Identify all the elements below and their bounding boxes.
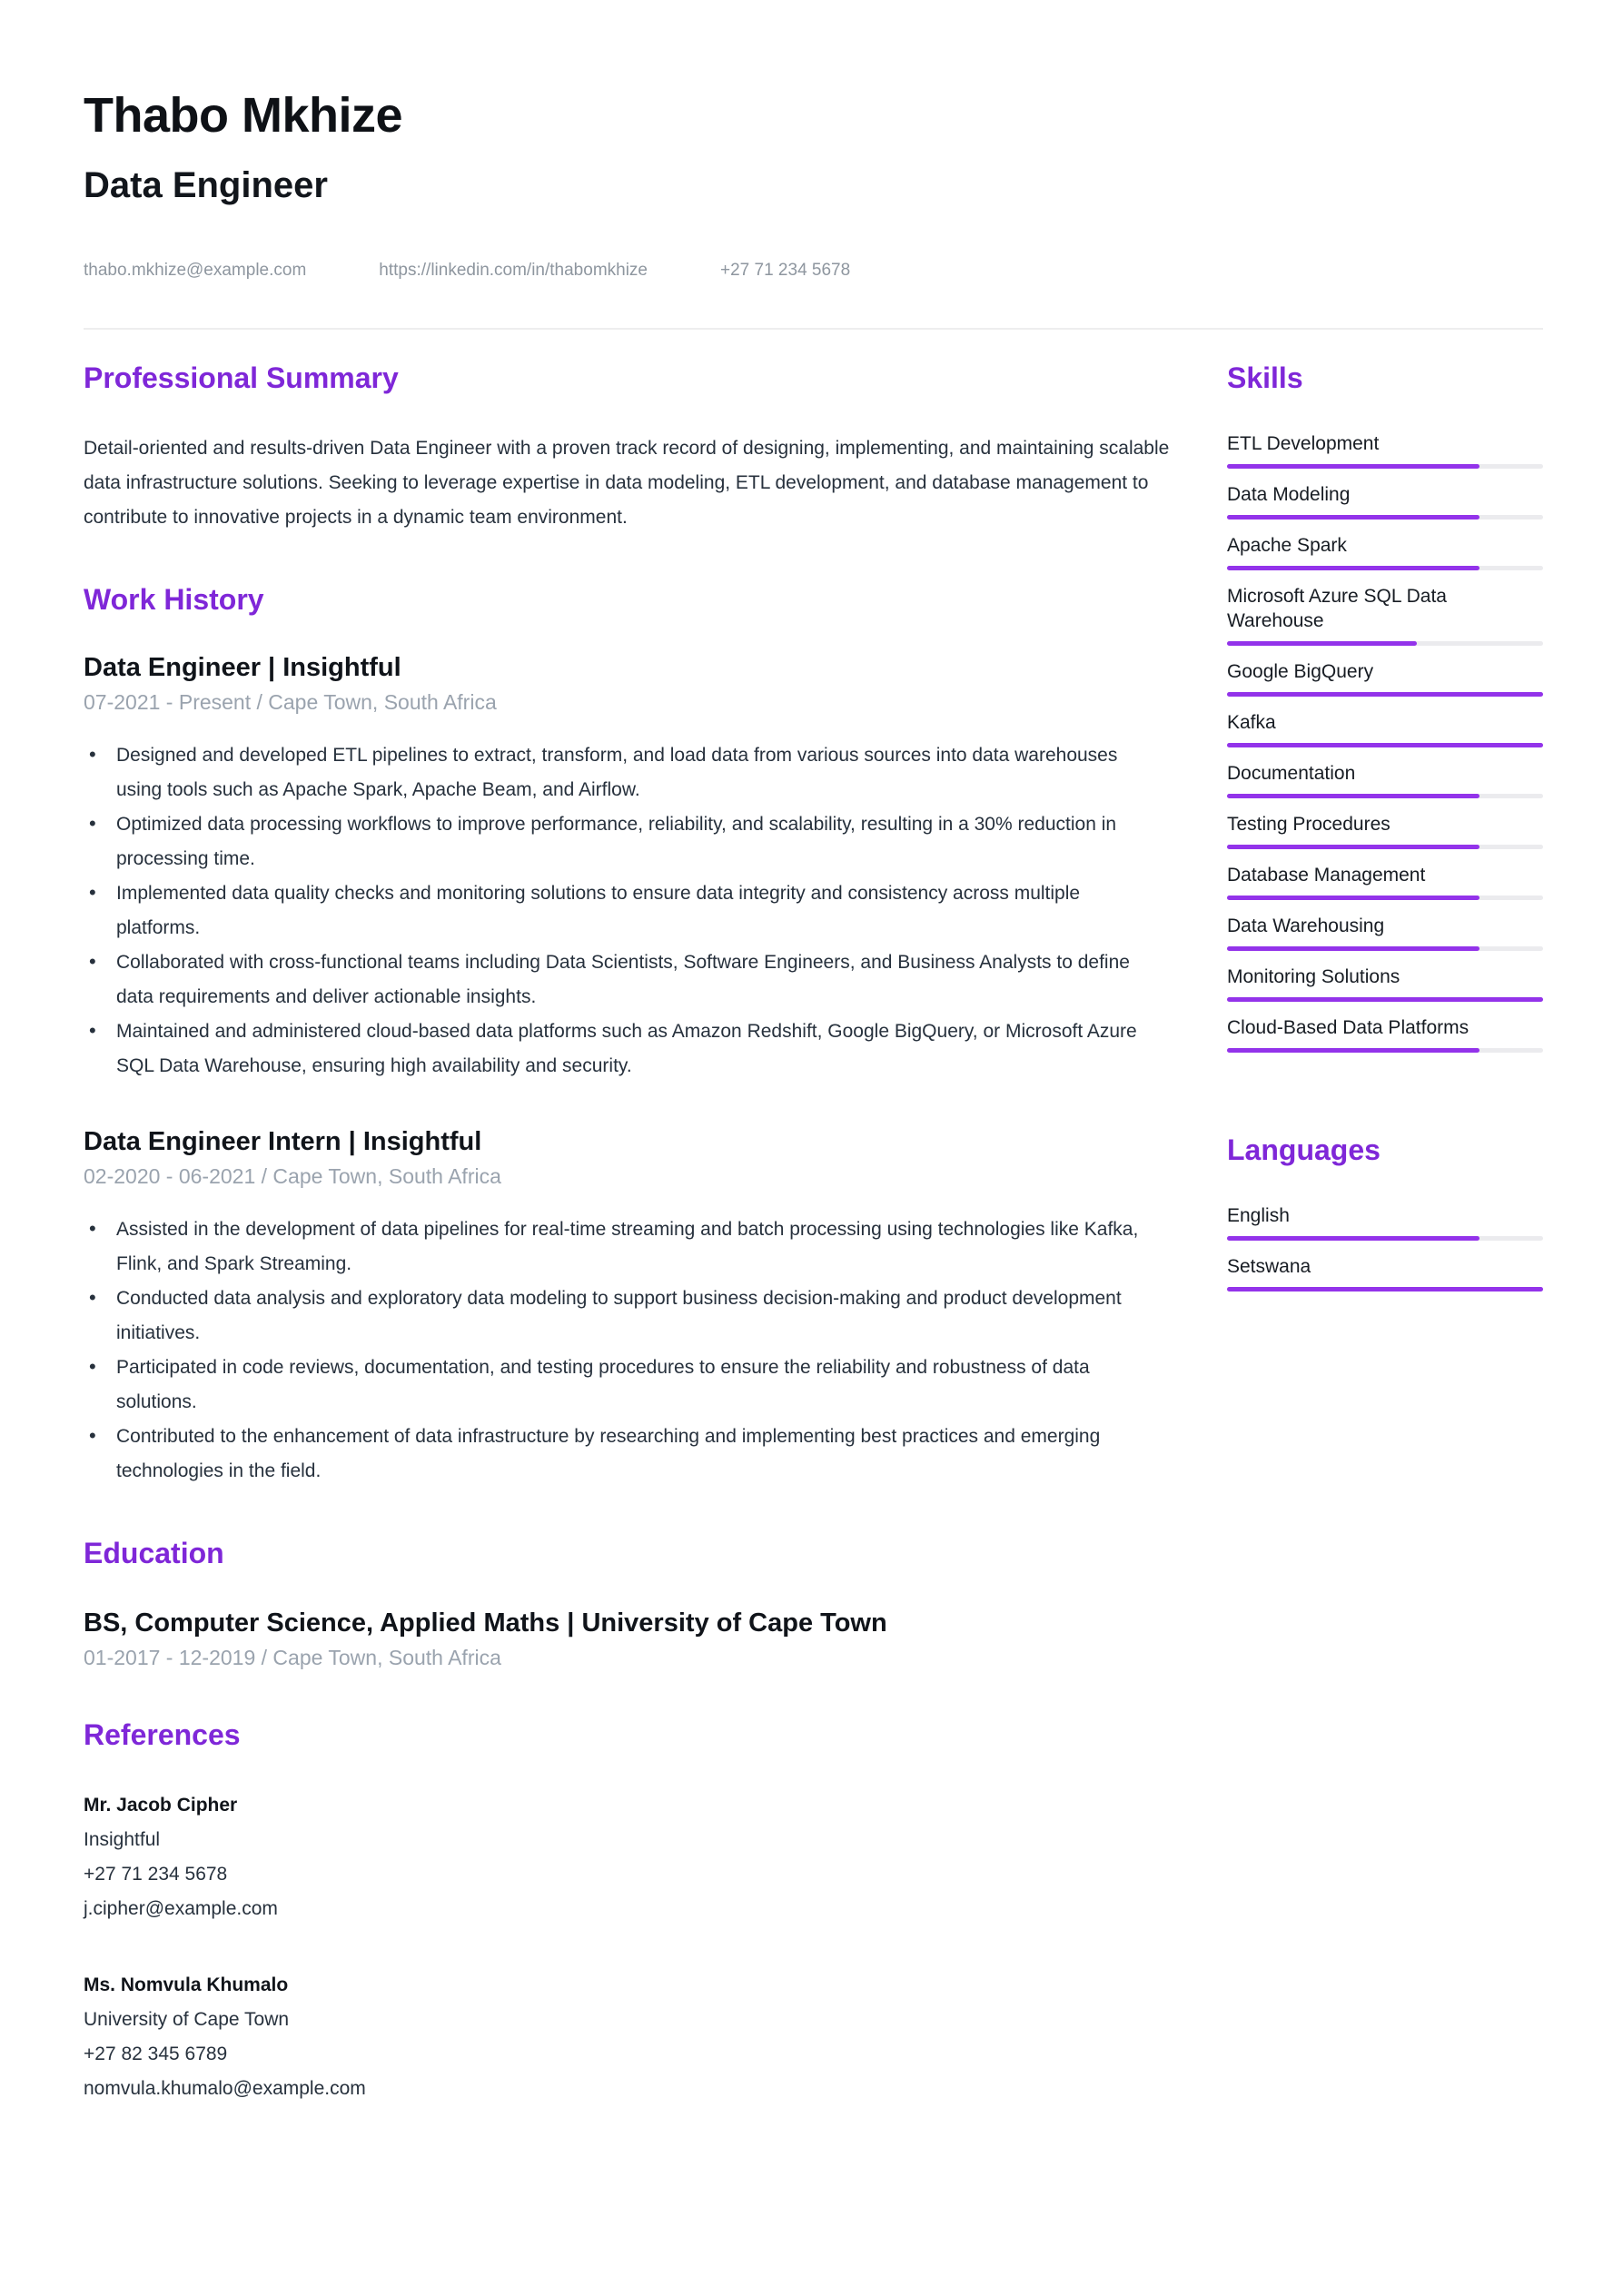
skill-label: Database Management	[1227, 865, 1426, 886]
reference-organization: Insightful	[84, 1829, 161, 1850]
skills-list	[1227, 431, 1543, 1053]
skill-item	[1227, 482, 1543, 520]
reference-name: Mr. Jacob Cipher	[84, 1795, 238, 1816]
skill-label: ETL Development	[1227, 433, 1380, 454]
language-level-fill	[1227, 1287, 1543, 1292]
skill-item	[1227, 812, 1543, 849]
education-heading: Education	[84, 1537, 224, 1569]
sidebar-column	[1227, 361, 1543, 2106]
summary-heading: Professional Summary	[84, 361, 399, 394]
skill-label: Microsoft Azure SQL Data Warehouse	[1227, 586, 1447, 631]
section-education	[84, 1536, 1171, 1670]
skill-level-fill	[1227, 464, 1480, 469]
skill-level-fill	[1227, 794, 1480, 798]
skill-label: Kafka	[1227, 712, 1276, 733]
job-title: Data Engineer | Insightful	[84, 653, 401, 682]
skill-item	[1227, 761, 1543, 798]
language-level-bar	[1227, 1287, 1543, 1292]
reference-email: nomvula.khumalo@example.com	[84, 2078, 366, 2099]
work-history-heading: Work History	[84, 583, 264, 616]
skill-level-bar	[1227, 1048, 1543, 1053]
skill-level-bar	[1227, 566, 1543, 570]
reference-entry	[84, 1968, 1171, 2106]
job-meta: 02-2020 - 06-2021 / Cape Town, South Africa	[84, 1164, 501, 1188]
contact-phone: +27 71 234 5678	[720, 261, 851, 280]
header-divider	[84, 328, 1543, 330]
reference-email: j.cipher@example.com	[84, 1898, 278, 1919]
resume-header	[84, 87, 1543, 281]
skill-item	[1227, 1015, 1543, 1053]
reference-entry	[84, 1788, 1171, 1926]
reference-phone: +27 82 345 6789	[84, 2044, 228, 2064]
skill-level-bar	[1227, 794, 1543, 798]
job-entry	[84, 1127, 1171, 1489]
job-bullet: • Implemented data quality checks and monitoring solutions to ensure data integrity and consistency across multiple platforms.	[111, 876, 1164, 945]
skill-item	[1227, 710, 1543, 747]
language-level-fill	[1227, 1236, 1480, 1241]
skill-label: Apache Spark	[1227, 535, 1347, 556]
skill-level-bar	[1227, 896, 1543, 900]
languages-list	[1227, 1203, 1543, 1292]
skill-item	[1227, 914, 1543, 951]
section-work-history	[84, 582, 1171, 1489]
candidate-job-title: Data Engineer	[84, 165, 328, 205]
skill-level-fill	[1227, 743, 1543, 747]
languages-heading: Languages	[1227, 1133, 1381, 1166]
skill-level-bar	[1227, 692, 1543, 697]
skill-label: Monitoring Solutions	[1227, 966, 1400, 987]
main-column	[84, 361, 1171, 2106]
skill-item	[1227, 659, 1543, 697]
job-bullet: • Optimized data processing workflows to improve performance, reliability, and scalability, resulting in a 30% reduction in processing time.	[111, 807, 1164, 876]
skill-level-bar	[1227, 464, 1543, 469]
job-bullet: • Participated in code reviews, documentation, and testing procedures to ensure the reliability and robustness of data solutions.	[111, 1351, 1164, 1420]
section-skills	[1227, 361, 1543, 1053]
summary-text: Detail-oriented and results-driven Data Engineer with a proven track record of designing, implementing, and maintaining scalable data infrastructure solutions. Seeking to leverage expertise in data modeling, ETL development, and database management to contribute to innovative projects in a dynamic team environment.	[84, 438, 1170, 528]
language-item	[1227, 1203, 1543, 1241]
skill-item	[1227, 584, 1543, 646]
section-references	[84, 1717, 1171, 2106]
skill-item	[1227, 863, 1543, 900]
skill-level-bar	[1227, 515, 1543, 520]
language-label: English	[1227, 1205, 1290, 1226]
resume-body	[84, 361, 1543, 2106]
skill-level-bar	[1227, 946, 1543, 951]
skills-heading: Skills	[1227, 361, 1303, 394]
education-degree: BS, Computer Science, Applied Maths | University of Cape Town	[84, 1608, 887, 1638]
job-bullet: • Assisted in the development of data pipelines for real-time streaming and batch processing using technologies like Kafka, Flink, and Spark Streaming.	[111, 1212, 1164, 1282]
contact-linkedin-url: https://linkedin.com/in/thabomkhize	[379, 261, 648, 280]
skill-level-fill	[1227, 1048, 1480, 1053]
language-item	[1227, 1254, 1543, 1292]
job-bullet: • Maintained and administered cloud-based data platforms such as Amazon Redshift, Google BigQuery, or Microsoft Azure SQL Data Warehouse, ensuring high availability and security.	[111, 1014, 1164, 1084]
education-meta: 01-2017 - 12-2019 / Cape Town, South Africa	[84, 1646, 501, 1669]
skill-label: Data Modeling	[1227, 484, 1351, 505]
job-meta: 07-2021 - Present / Cape Town, South Africa	[84, 690, 497, 714]
skill-label: Testing Procedures	[1227, 814, 1390, 835]
skill-level-fill	[1227, 946, 1480, 951]
skill-level-fill	[1227, 997, 1543, 1002]
contact-email: thabo.mkhize@example.com	[84, 261, 307, 280]
skill-level-bar	[1227, 641, 1543, 646]
language-level-bar	[1227, 1236, 1543, 1241]
language-label: Setswana	[1227, 1256, 1311, 1277]
reference-organization: University of Cape Town	[84, 2009, 290, 2030]
job-bullet-list	[84, 1212, 1164, 1489]
skill-level-fill	[1227, 515, 1480, 520]
skill-level-bar	[1227, 997, 1543, 1002]
section-professional-summary	[84, 361, 1171, 535]
skill-item	[1227, 965, 1543, 1002]
skill-level-fill	[1227, 896, 1480, 900]
contact-row	[84, 261, 1543, 281]
skill-label: Google BigQuery	[1227, 661, 1374, 682]
job-title: Data Engineer Intern | Insightful	[84, 1127, 482, 1156]
references-heading: References	[84, 1718, 241, 1751]
skill-label: Data Warehousing	[1227, 915, 1385, 936]
job-bullet: • Contributed to the enhancement of data infrastructure by researching and implementing best practices and emerging technologies in the field.	[111, 1420, 1164, 1489]
reference-name: Ms. Nomvula Khumalo	[84, 1974, 289, 1995]
job-bullet: • Designed and developed ETL pipelines to extract, transform, and load data from various sources into data warehouses using tools such as Apache Spark, Apache Beam, and Airflow.	[111, 738, 1164, 807]
job-bullet: • Conducted data analysis and exploratory data modeling to support business decision-making and product development initiatives.	[111, 1282, 1164, 1351]
job-bullet-list	[84, 738, 1164, 1084]
skill-level-fill	[1227, 692, 1543, 697]
section-languages	[1227, 1133, 1543, 1292]
skill-level-fill	[1227, 845, 1480, 849]
skill-label: Cloud-Based Data Platforms	[1227, 1017, 1470, 1038]
reference-phone: +27 71 234 5678	[84, 1864, 228, 1885]
skill-label: Documentation	[1227, 763, 1356, 784]
skill-level-fill	[1227, 566, 1480, 570]
skill-item	[1227, 533, 1543, 570]
skill-item	[1227, 431, 1543, 469]
job-entry	[84, 653, 1171, 1084]
skill-level-bar	[1227, 845, 1543, 849]
skill-level-fill	[1227, 641, 1417, 646]
candidate-name: Thabo Mkhize	[84, 88, 403, 143]
skill-level-bar	[1227, 743, 1543, 747]
job-bullet: • Collaborated with cross-functional teams including Data Scientists, Software Engineers, and Business Analysts to define data requirements and deliver actionable insights.	[111, 945, 1164, 1014]
